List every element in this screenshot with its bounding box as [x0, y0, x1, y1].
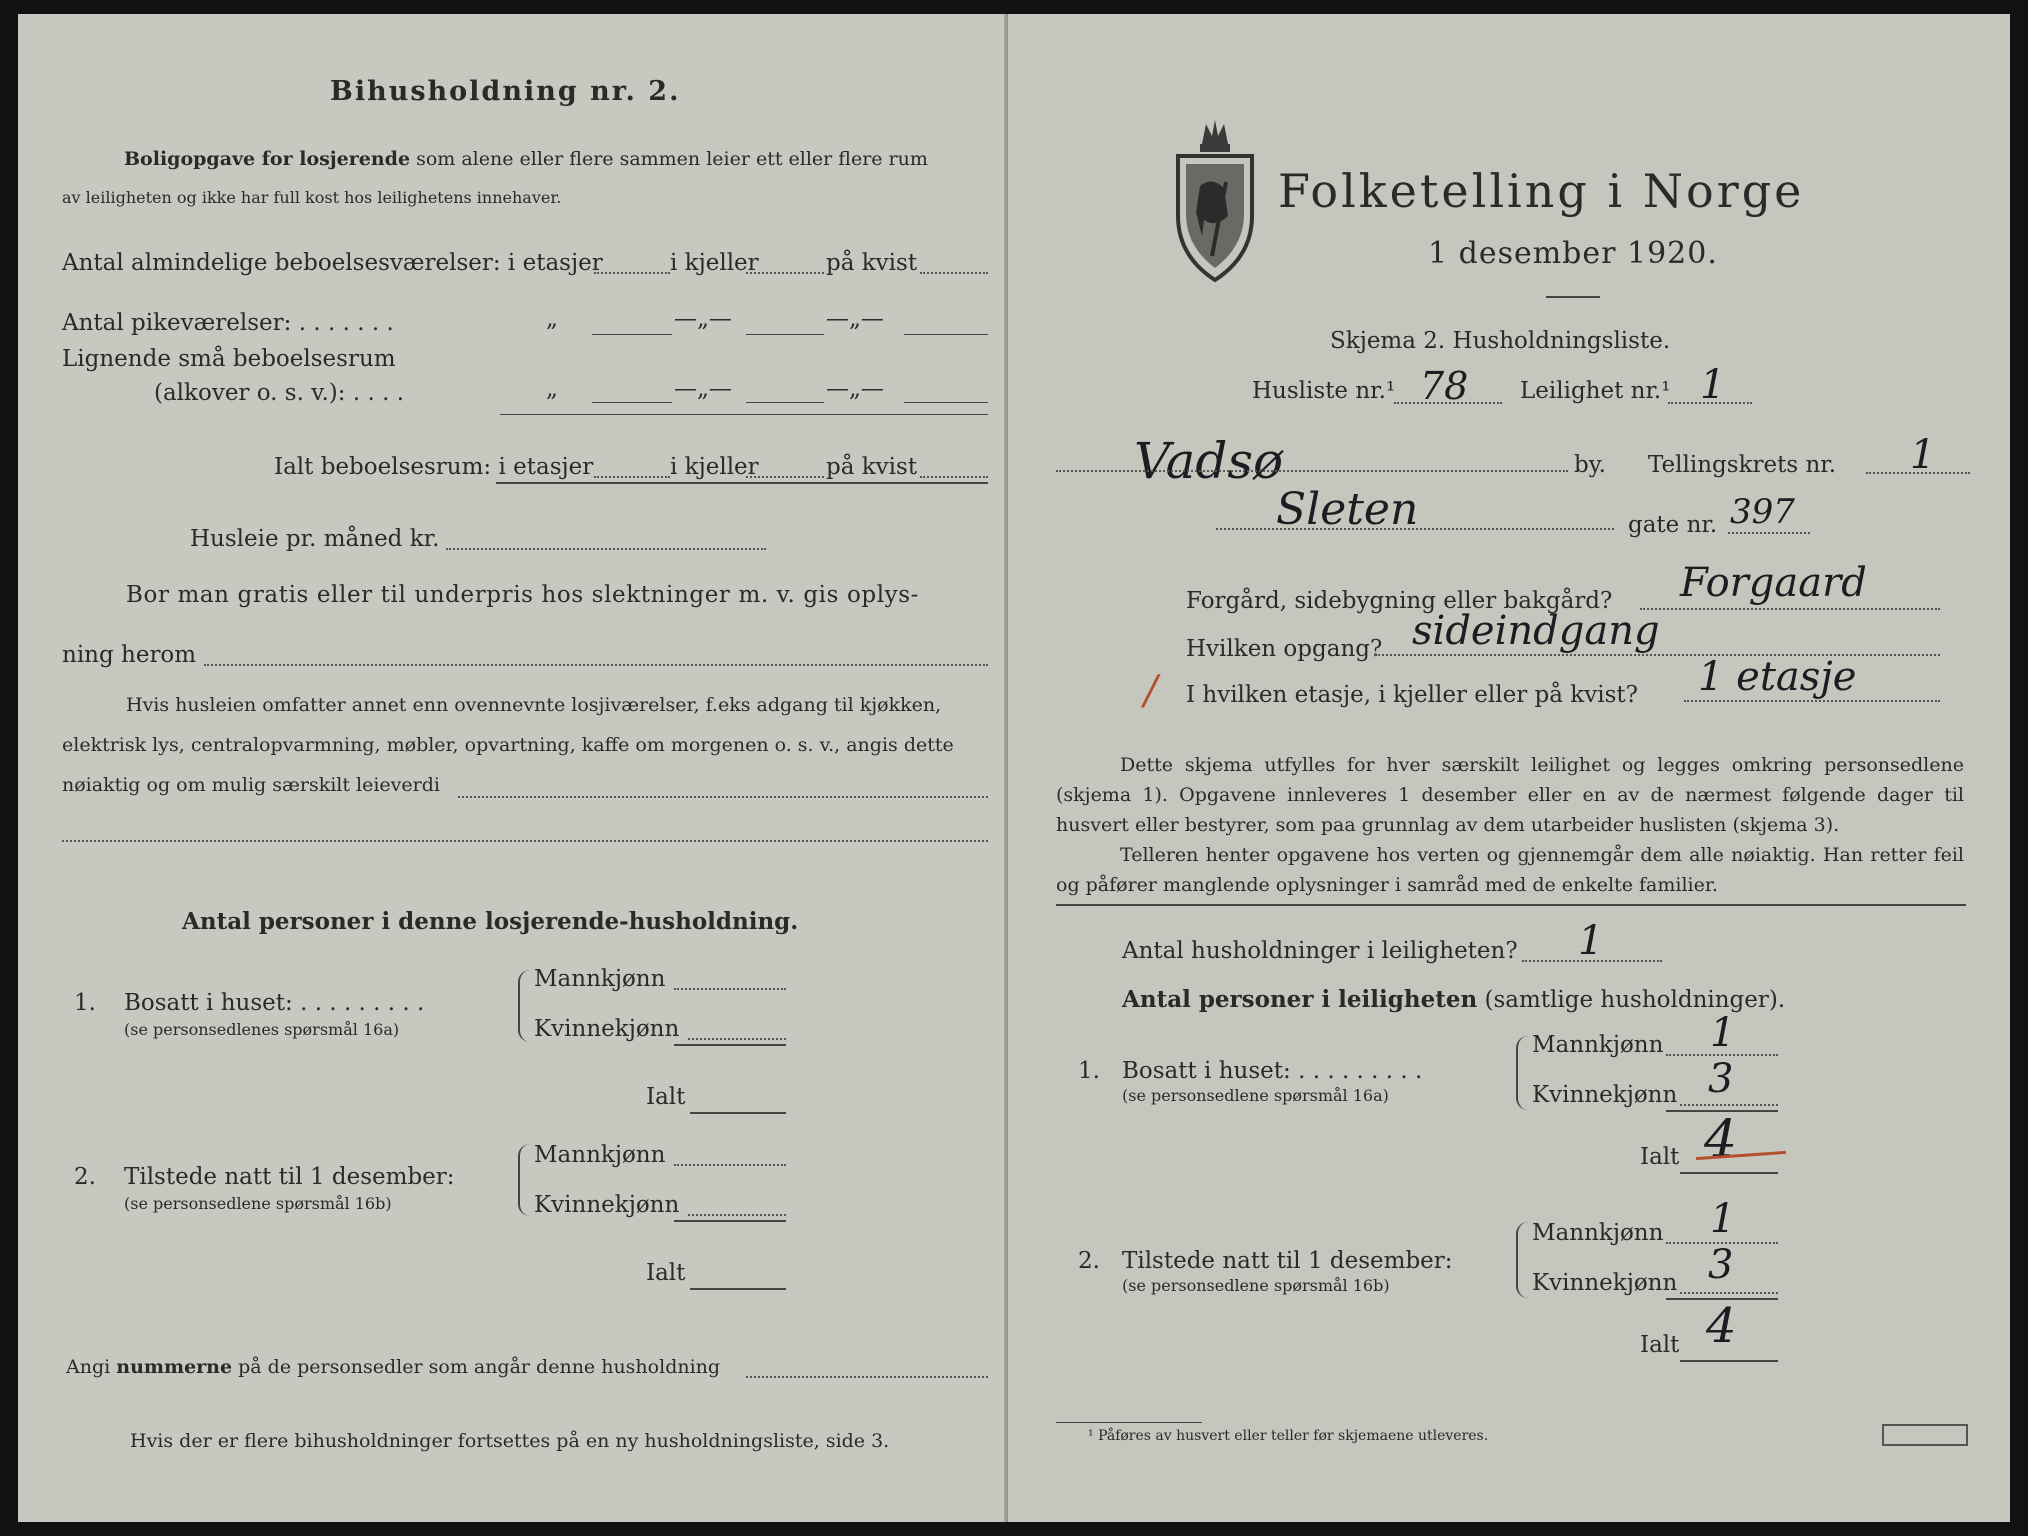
rooms-etasjer-field[interactable] [594, 272, 670, 274]
r-q2-brace [1516, 1222, 1528, 1298]
r-q2-mann-value: 1 [1710, 1196, 1736, 1242]
lignende-ditto-1: „ [546, 376, 558, 402]
r-q1-num: 1. [1078, 1058, 1100, 1084]
angi-field[interactable] [746, 1376, 988, 1378]
q1-kvinne-label: Kvinnekjønn [534, 1016, 680, 1042]
left-page [18, 14, 1008, 1522]
q2-num: 2. [74, 1164, 96, 1190]
intro-bold: Boligopgave for losjerende [124, 148, 411, 170]
hvis-line-2: elektrisk lys, centralopvarmning, møbler, opvartning, kaffe om morgenen o. s. v., angis dette [62, 734, 954, 756]
r-q1-ialt-label: Ialt [1640, 1144, 1680, 1170]
folketelling-title: Folketelling i Norge [1278, 164, 1805, 218]
husleie-label: Husleie pr. måned kr. [190, 526, 440, 552]
street-field[interactable] [1216, 528, 1614, 530]
lignende-label-2: (alkover o. s. v.): . . . . [154, 380, 405, 406]
lignende-line-2[interactable] [746, 402, 824, 403]
norway-coat-of-arms-icon [1172, 116, 1258, 284]
footnote: ¹ Påføres av husvert eller teller før skjemaene utleveres. [1088, 1428, 1489, 1444]
gate-value: 397 [1730, 492, 1795, 532]
q1-mann-label: Mannkjønn [534, 966, 666, 992]
pike-ditto-3: —„— [826, 306, 884, 332]
r-q2-ialt-label: Ialt [1640, 1332, 1680, 1358]
q2-kvinne-field[interactable] [688, 1214, 786, 1216]
q1-mann-field[interactable] [674, 988, 786, 990]
pike-line-1[interactable] [592, 334, 672, 335]
etasje-field[interactable] [1684, 700, 1940, 702]
persons-heading: Antal personer i denne losjerende-husholdning. [182, 908, 799, 935]
hush-label: Antal husholdninger i leiligheten? [1122, 938, 1518, 964]
angi-line [66, 1356, 720, 1378]
ialt-kvist-label: på kvist [826, 454, 918, 480]
leieverdi-field[interactable] [458, 796, 988, 798]
r-q2-kvinne-label: Kvinnekjønn [1532, 1270, 1678, 1296]
r-q2-kvinne-field[interactable] [1680, 1292, 1778, 1294]
title-rule [1546, 296, 1600, 298]
city-field[interactable] [1056, 470, 1568, 472]
ialt-kjeller-label: i kjeller [670, 454, 759, 480]
hush-value: 1 [1578, 918, 1604, 964]
r-q1-sub: (se personsedlene spørsmål 16a) [1122, 1086, 1389, 1105]
q2-kvinne-label: Kvinnekjønn [534, 1192, 680, 1218]
census-date: 1 desember 1920. [1428, 236, 1718, 271]
q1-brace [518, 970, 530, 1042]
ialt-etasjer-field[interactable] [594, 476, 670, 478]
r-q1-mann-label: Mannkjønn [1532, 1032, 1664, 1058]
r-q1-kvinne-value: 3 [1708, 1056, 1734, 1102]
r-q1-kvinne-field[interactable] [1680, 1104, 1778, 1106]
forgaard-label: Forgård, sidebygning eller bakgård? [1186, 588, 1613, 614]
etasje-value: 1 etasje [1698, 654, 1857, 700]
bihusholdning-title: Bihusholdning nr. 2. [330, 76, 681, 107]
rooms-kvist-field[interactable] [920, 272, 988, 274]
q1-num: 1. [74, 990, 96, 1016]
krets-label: Tellingskrets nr. [1648, 452, 1837, 478]
rooms-kjeller-label: i kjeller [670, 250, 759, 276]
r-q1-brace [1516, 1036, 1528, 1110]
pike-ditto-2: —„— [674, 306, 732, 332]
opgang-value: sideindgang [1412, 608, 1660, 654]
lignende-line-1[interactable] [592, 402, 672, 403]
r-q1-ialt-value: 4 [1704, 1110, 1738, 1170]
angi-bold: nummerne [116, 1356, 233, 1378]
r-q1-label: Bosatt i huset: . . . . . . . . . [1122, 1058, 1423, 1084]
rooms-kjeller-field[interactable] [746, 272, 824, 274]
forgaard-value: Forgaard [1680, 560, 1867, 606]
leieverdi-field-2[interactable] [62, 840, 988, 842]
gate-field[interactable] [1728, 532, 1810, 534]
right-page [1008, 14, 2010, 1522]
r-q2-ialt-field[interactable] [1680, 1360, 1778, 1362]
gratis-field[interactable] [204, 664, 988, 666]
r-q1-ialt-field[interactable] [1680, 1172, 1778, 1174]
husleie-field[interactable] [446, 548, 766, 550]
ialt-kvist-field[interactable] [920, 476, 988, 478]
ialt-rooms-label: Ialt beboelsesrum: i etasjer [274, 454, 594, 480]
instructions-rule [1056, 904, 1966, 906]
q2-mann-field[interactable] [674, 1164, 786, 1166]
pike-label: Antal pikeværelser: . . . . . . . [62, 310, 394, 336]
husliste-value: 78 [1420, 364, 1469, 408]
hvis-line-1: Hvis husleien omfatter annet enn ovennevnte losjiværelser, f.eks adgang til kjøkken, [126, 694, 942, 716]
q1-kvinne-field[interactable] [688, 1038, 786, 1040]
lignende-ditto-2: —„— [674, 376, 732, 402]
forgaard-field[interactable] [1640, 608, 1940, 610]
r-q1-kvinne-label: Kvinnekjønn [1532, 1082, 1678, 1108]
lignende-ditto-3: —„— [826, 376, 884, 402]
rooms-label: Antal almindelige beboelsesværelser: i etasjer [62, 250, 603, 276]
angi-post: på de personsedler som angår denne husholdning [232, 1356, 721, 1378]
lignende-sum-rule [500, 414, 988, 415]
lignende-label-1: Lignende små beboelsesrum [62, 346, 396, 372]
q2-brace [518, 1144, 530, 1216]
persons-rest: (samtlige husholdninger). [1477, 987, 1786, 1013]
intro-line-2: av leiligheten og ikke har full kost hos leilighetens innehaver. [62, 188, 562, 207]
q2-sub: (se personsedlene spørsmål 16b) [124, 1194, 392, 1213]
q1-ialt-field[interactable] [690, 1112, 786, 1114]
ialt-rooms-rule [496, 482, 988, 484]
q2-label: Tilstede natt til 1 desember: [124, 1164, 455, 1190]
r-q1-mann-value: 1 [1710, 1010, 1736, 1056]
intro-line-1 [124, 148, 928, 170]
q2-ialt-field[interactable] [690, 1288, 786, 1290]
r-q2-num: 2. [1078, 1248, 1100, 1274]
rooms-kvist-label: på kvist [826, 250, 918, 276]
instructions-1: Dette skjema utfylles for hver særskilt leilighet og legges omkring personsedlene (skjema 1). Opgavene innleveres 1 desember eller en av de nærmest følgende dager til husvert eller bestyrer, som paa grunnlag av dem utarbeider huslisten (skjema 3). [1056, 754, 1964, 836]
persons-bold: Antal personer i leiligheten [1122, 986, 1478, 1013]
ialt-kjeller-field[interactable] [746, 476, 824, 478]
gratis-line-1: Bor man gratis eller til underpris hos slektninger m. v. gis oplys- [126, 582, 920, 608]
husliste-label: Husliste nr.¹ [1252, 378, 1396, 404]
q1-label: Bosatt i huset: . . . . . . . . . [124, 990, 425, 1016]
q1-sum-rule [674, 1044, 786, 1046]
q1-sub: (se personsedlenes spørsmål 16a) [124, 1020, 400, 1039]
instructions-2: Telleren henter opgavene hos verten og gjennemgår dem alle nøiaktig. Han retter feil og påfører manglende oplysninger i samråd med de enkelte familier. [1056, 844, 1964, 896]
persons-line [1122, 986, 1785, 1013]
intro-rest: som alene eller flere sammen leier ett eller flere rum [410, 148, 928, 170]
printer-stamp-icon [1882, 1424, 1968, 1446]
gate-label: gate nr. [1628, 512, 1718, 538]
r-q2-kvinne-value: 3 [1708, 1242, 1734, 1288]
r-q2-ialt-value: 4 [1706, 1298, 1737, 1354]
footnote-rule [1056, 1422, 1202, 1423]
pike-line-3[interactable] [904, 334, 988, 335]
gratis-line-2: ning herom [62, 642, 197, 668]
lignende-line-3[interactable] [904, 402, 988, 403]
etasje-label: I hvilken etasje, i kjeller eller på kvist? [1186, 682, 1638, 708]
pike-line-2[interactable] [746, 334, 824, 335]
q2-ialt-label: Ialt [646, 1260, 686, 1286]
by-label: by. [1574, 452, 1606, 478]
margin-mark: / [1144, 668, 1158, 714]
q1-ialt-label: Ialt [646, 1084, 686, 1110]
pike-ditto-1: „ [546, 306, 558, 332]
r-q2-sub: (se personsedlene spørsmål 16b) [1122, 1276, 1390, 1295]
r-q2-label: Tilstede natt til 1 desember: [1122, 1248, 1453, 1274]
hvis-line-3: nøiaktig og om mulig særskilt leieverdi [62, 774, 440, 796]
q2-sum-rule [674, 1220, 786, 1222]
q2-mann-label: Mannkjønn [534, 1142, 666, 1168]
city-value: Vadsø [1134, 432, 1284, 490]
opgang-label: Hvilken opgang? [1186, 636, 1383, 662]
angi-pre: Angi [66, 1356, 117, 1378]
skjema-label: Skjema 2. Husholdningsliste. [1330, 328, 1671, 354]
left-footer: Hvis der er flere bihusholdninger fortsettes på en ny husholdningsliste, side 3. [130, 1430, 890, 1452]
leilighet-label: Leilighet nr.¹ [1520, 378, 1671, 404]
r-q2-mann-label: Mannkjønn [1532, 1220, 1664, 1246]
krets-value: 1 [1910, 432, 1936, 478]
leilighet-value: 1 [1700, 362, 1726, 408]
street-value: Sleten [1276, 484, 1419, 535]
